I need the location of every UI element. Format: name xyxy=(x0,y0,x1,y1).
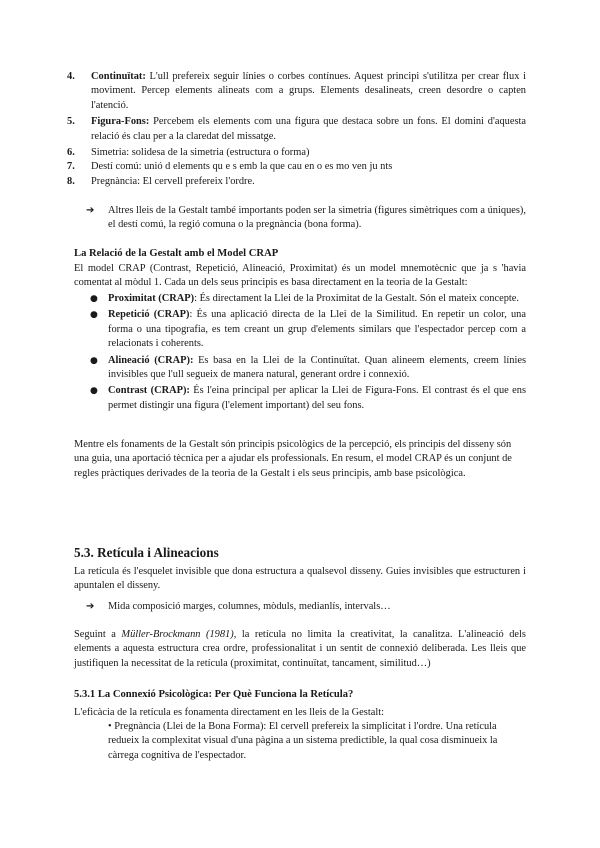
list-number: 6. xyxy=(67,147,75,159)
section-heading-crap: La Relació de la Gestalt amb el Model CRAP xyxy=(74,248,279,259)
crap-closing-paragraph xyxy=(74,438,526,481)
arrow-icon: ➔ xyxy=(86,601,95,612)
list-item-desti-comu xyxy=(67,160,526,174)
paragraph-rest: , la retícula no limita la creativitat, la canalitza. L'alineació dels elements a aquesta estructura crea ordre, professionalitat i un sentit de connexió deliberada. Les lleis que justifiquen la necessitat de la retícula (proximitat, continuïtat, tancament, similitud…) xyxy=(74,629,526,669)
section-5-3-1-intro-text: L'eficàcia de la retícula es fonamenta directament en les lleis de la Gestalt: xyxy=(74,707,384,718)
crap-item-alineacio xyxy=(90,354,526,383)
crap-intro xyxy=(74,262,526,291)
section-5-3-intro-text: La retícula és l'esquelet invisible que dona estructura a qualsevol disseny. Guies invisibles que estructuren i apuntalen el disseny. xyxy=(74,566,526,592)
arrow-note-text: Altres lleis de la Gestalt també importants poden ser la simetria (figures simètriques com a úniques), el destí comú, la regió comuna o la pregnància (bona forma). xyxy=(108,205,526,231)
section-heading-5-3: 5.3. Retícula i Alineacions xyxy=(74,545,219,560)
section-5-3-1-intro xyxy=(74,706,526,720)
list-text: Destí comú: unió d elements qu e s emb la que cau en o es mo ven ju nts xyxy=(91,161,393,173)
bullet-icon: ● xyxy=(90,355,98,366)
crap-bullet-list xyxy=(90,292,526,413)
bullet-term: Repetició (CRAP) xyxy=(108,309,190,321)
section-5-3-intro xyxy=(74,565,526,594)
list-item-continuitat xyxy=(67,70,526,113)
section-heading-5-3-1: 5.3.1 La Connexió Psicològica: Per Què Funciona la Retícula? xyxy=(74,689,354,700)
bullet-term: Proximitat (CRAP) xyxy=(108,293,195,304)
bullet-term: Contrast (CRAP): xyxy=(108,385,190,397)
list-item-figura-fons xyxy=(67,115,526,144)
section-5-3-paragraph xyxy=(74,628,526,671)
bullet-sep: : xyxy=(194,293,197,304)
bullet-term: Alineació (CRAP): xyxy=(108,354,194,366)
list-term: Figura-Fons: xyxy=(91,116,150,128)
crap-intro-text: El model CRAP (Contrast, Repetició, Alineació, Proximitat) és un model mnemotècnic que ja s 'havia comentat al mòdul 1. Cada un dels seus principis es basa directament en la teoria de la Gestalt: xyxy=(74,263,526,289)
bullet-icon: ● xyxy=(90,386,98,397)
bullet-text: És l'eina principal per aplicar la Llei de Figura-Fons. El contrast és el que ens permet distingir una figura (l'element important) del seu fons. xyxy=(108,385,526,411)
list-term: Continuïtat: xyxy=(91,71,146,82)
list-text: L'ull prefereix seguir línies o corbes contínues. Aquest principi s'utilitza per crear flux i moviment. Percep elements alineats com a grups. Elements desalineats, creen desordre o capten l'atenció. xyxy=(91,71,526,111)
list-text: Simetria: solidesa de la simetria (estructura o forma) xyxy=(91,147,310,159)
bullet-text: És una aplicació directa de la Llei de la Similitud. En repetir un color, una forma o una tipografia, es tem creant un grup d'elements similars que l'espectador percep com a relacionats i coherents. xyxy=(108,309,526,350)
list-number: 7. xyxy=(67,161,75,173)
pregnancia-bullet xyxy=(108,720,526,763)
bullet-sep: : xyxy=(189,309,193,321)
bullet-icon: ● xyxy=(90,310,98,321)
crap-item-repeticio xyxy=(90,308,526,351)
pregnancia-bullet-text: • Pregnància (Llei de la Bona Forma): El cervell prefereix la simplicitat i l'ordre. Una retícula redueix la complexitat visual d'una pàgina a un sistema predictible, la qual cosa disminueix la càrrega cognitiva de l'espectador. xyxy=(108,721,498,761)
bullet-icon: ● xyxy=(90,294,98,304)
arrow-note-text: Mida composició marges, columnes, mòduls, medianlís, intervals… xyxy=(108,601,391,612)
bullet-text: Es basa en la Llei de la Continuïtat. Quan alineem elements, creem línies invisibles que l'ull segueix de manera natural, generant ordre i connexió. xyxy=(108,354,526,381)
section-5-3-paragraph-text xyxy=(74,628,526,671)
gestalt-numbered-list xyxy=(67,70,526,189)
list-item-simetria xyxy=(67,146,526,160)
citation-author: Müller-Brockmann (1981) xyxy=(121,629,234,640)
crap-closing-text: Mentre els fonaments de la Gestalt són principis psicològics de la percepció, els principis del disseny són una guia, una aportació tècnica per a ajudar els professionals. En resum, el model CRAP és un conjunt de regles pràctiques derivades de la teoria de la Gestalt i els seus principis, amb base psicològica. xyxy=(74,439,512,479)
crap-item-proximitat xyxy=(90,292,526,306)
bullet-text: És directament la Llei de la Proximitat de la Gestalt. Són el mateix concepte. xyxy=(196,293,519,304)
arrow-note-grid-parts xyxy=(86,600,526,614)
list-number: 5. xyxy=(67,116,75,128)
list-text: Pregnància: El cervell prefereix l'ordre. xyxy=(91,175,255,187)
list-item-pregnancia xyxy=(67,175,526,189)
arrow-note-other-laws xyxy=(86,204,526,233)
crap-item-contrast xyxy=(90,384,526,413)
paragraph-prefix: Seguint a xyxy=(74,629,122,640)
arrow-icon: ➔ xyxy=(86,205,95,216)
list-number: 8. xyxy=(67,175,75,187)
list-text: Percebem els elements com una figura que destaca sobre un fons. El domini d'aquesta relació és clau per a la claredat del missatge. xyxy=(91,116,526,142)
list-number: 4. xyxy=(67,71,75,82)
